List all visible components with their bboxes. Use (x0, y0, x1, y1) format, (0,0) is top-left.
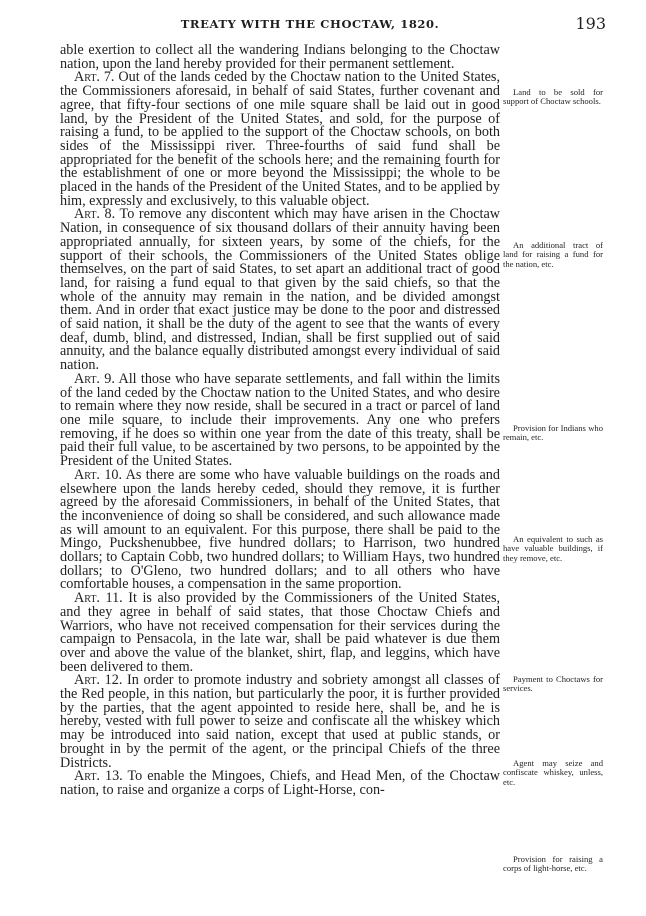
article-7 (60, 71, 500, 208)
article-label: Art. 11. (74, 590, 123, 607)
margin-note-text: Provision for raising a corps of light-horse, etc. (503, 854, 603, 874)
continuation-paragraph: able exertion to collect all the wandering Indians belonging to the Choctaw nation, upon the land hereby provided for their permanent settlement. (60, 42, 500, 72)
margin-note-text: Agent may seize and confiscate whiskey, unless, etc. (503, 758, 603, 787)
margin-note-text: An additional tract of land for raising a fund for the nation, etc. (503, 240, 603, 269)
margin-note-art-7 (503, 88, 603, 107)
running-title: TREATY WITH THE CHOCTAW, 1820. (180, 17, 440, 31)
margin-note-text: An equivalent to such as have valuable buildings, if they remove, etc. (503, 534, 603, 563)
article-label: Art. 12. (74, 672, 123, 689)
article-text: As there are some who have valuable buildings on the roads and elsewhere upon the lands hereby ceded, should they remove, it is further agreed by the aforesaid Commissioners, in behalf of the United States, that the inconvenience of doing so shall be considered, and such allowance made as will amount to an equivalent. For this purpose, there shall be paid to the Mingo, Puckshenubbee, five hundred dollars; to Harrison, two hundred dollars; to Captain Cobb, two hundred dollars; to William Hays, two hundred dollars; to O'Gleno, two hundred dollars; and to all others who have comfortable houses, a compensation in the same proportion. (60, 466, 500, 593)
article-text: To enable the Mingoes, Chiefs, and Head Men, of the Choctaw nation, to raise and organize a corps of Light-Horse, con- (60, 768, 500, 798)
margin-note-art-13 (503, 855, 603, 874)
article-9 (60, 370, 500, 470)
margin-note-art-10 (503, 535, 603, 563)
margin-note-art-9 (503, 424, 603, 443)
article-label: Art. 7. (74, 69, 115, 86)
page-header (60, 14, 606, 36)
article-12 (60, 674, 500, 770)
article-label: Art. 10. (74, 466, 123, 483)
margin-note-art-12 (503, 759, 603, 787)
article-13 (60, 770, 500, 797)
margin-note-text: Payment to Choctaws for services. (503, 674, 603, 694)
article-text: To remove any discontent which may have arisen in the Choctaw Nation, in consequence of six thousand dollars of their annuity having been appropriated annually, for sixteen years, by some of the chiefs, for the support of their schools, the Commissioners of the United States oblige themselves, on the part of said States, to set apart an additional tract of good land, for raising a fund equal to that given by the said chiefs, so that the whole of the annuity may remain in the nation, and be divided amongst them. And in order that exact justice may be done to the poor and distressed of said nation, it shall be the duty of the agent to see that the wants of every deaf, dumb, blind, and distressed, Indian, shall be first supplied out of said annuity, and the balance equally distributed amongst every individual of said nation. (60, 206, 500, 374)
article-text: It is also provided by the Commissioners of the United States, and they agree in behalf of said states, that those Choctaw Chiefs and Warriors, who have not received compensation for their services during the campaign to Pensacola, in the late war, shall be paid whatever is due them over and above the value of the blanket, shirt, flap, and leggins, which have been delivered to them. (60, 590, 501, 675)
margin-note-art-8 (503, 241, 603, 269)
article-label: Art. 13. (74, 768, 123, 785)
article-label: Art. 9. (74, 370, 115, 387)
article-text: In order to promote industry and sobriety amongst all classes of the Red people, in this nation, but particularly the poor, it is further provided by the parties, that the agent appointed to reside here, shall be, and he is hereby, vested with full power to seize and confiscate all the whiskey which may be introduced into said nation, except that used at public stands, or brought in by the permit of the agent, or the principal Chiefs of the three Districts. (60, 672, 500, 771)
article-11 (60, 592, 500, 674)
margin-note-text: Land to be sold for support of Choctaw schools. (503, 87, 603, 107)
article-label: Art. 8. (74, 206, 116, 223)
margin-note-art-11 (503, 675, 603, 694)
article-10 (60, 466, 500, 593)
article-8 (60, 208, 500, 372)
article-text: Out of the lands ceded by the Choctaw nation to the United States, the Commissioners aforesaid, in behalf of said States, further covenant and agree, that fifty-four sections of one mile square shall be laid out in good land, by the President of the United States, and sold, for the purpose of raising a fund, to be applied to the support of the Choctaw schools, on both sides of the Mississippi river. Three-fourths of said fund shall be appropriated for the benefit of the schools here; and the remaining fourth for the establishment of one or more beyond the Mississippi; the whole to be placed in the hands of the President of the United States, and to be applied by him, expressly and exclusively, to this valuable object. (60, 69, 501, 209)
article-text: All those who have separate settlements, and fall within the limits of the land ceded by the Choctaw nation to the United States, and who desire to remain where they now reside, shall be secured in a tract or parcel of land one mile square, to include their improvements. Any one who prefers removing, if he does so within one year from the date of this treaty, shall be paid their full value, to be ascertained by two persons, to be appointed by the President of the United States. (60, 370, 500, 470)
page-number: 193 (575, 14, 606, 33)
body-text (60, 44, 500, 798)
margin-note-text: Provision for Indians who remain, etc. (503, 423, 603, 443)
